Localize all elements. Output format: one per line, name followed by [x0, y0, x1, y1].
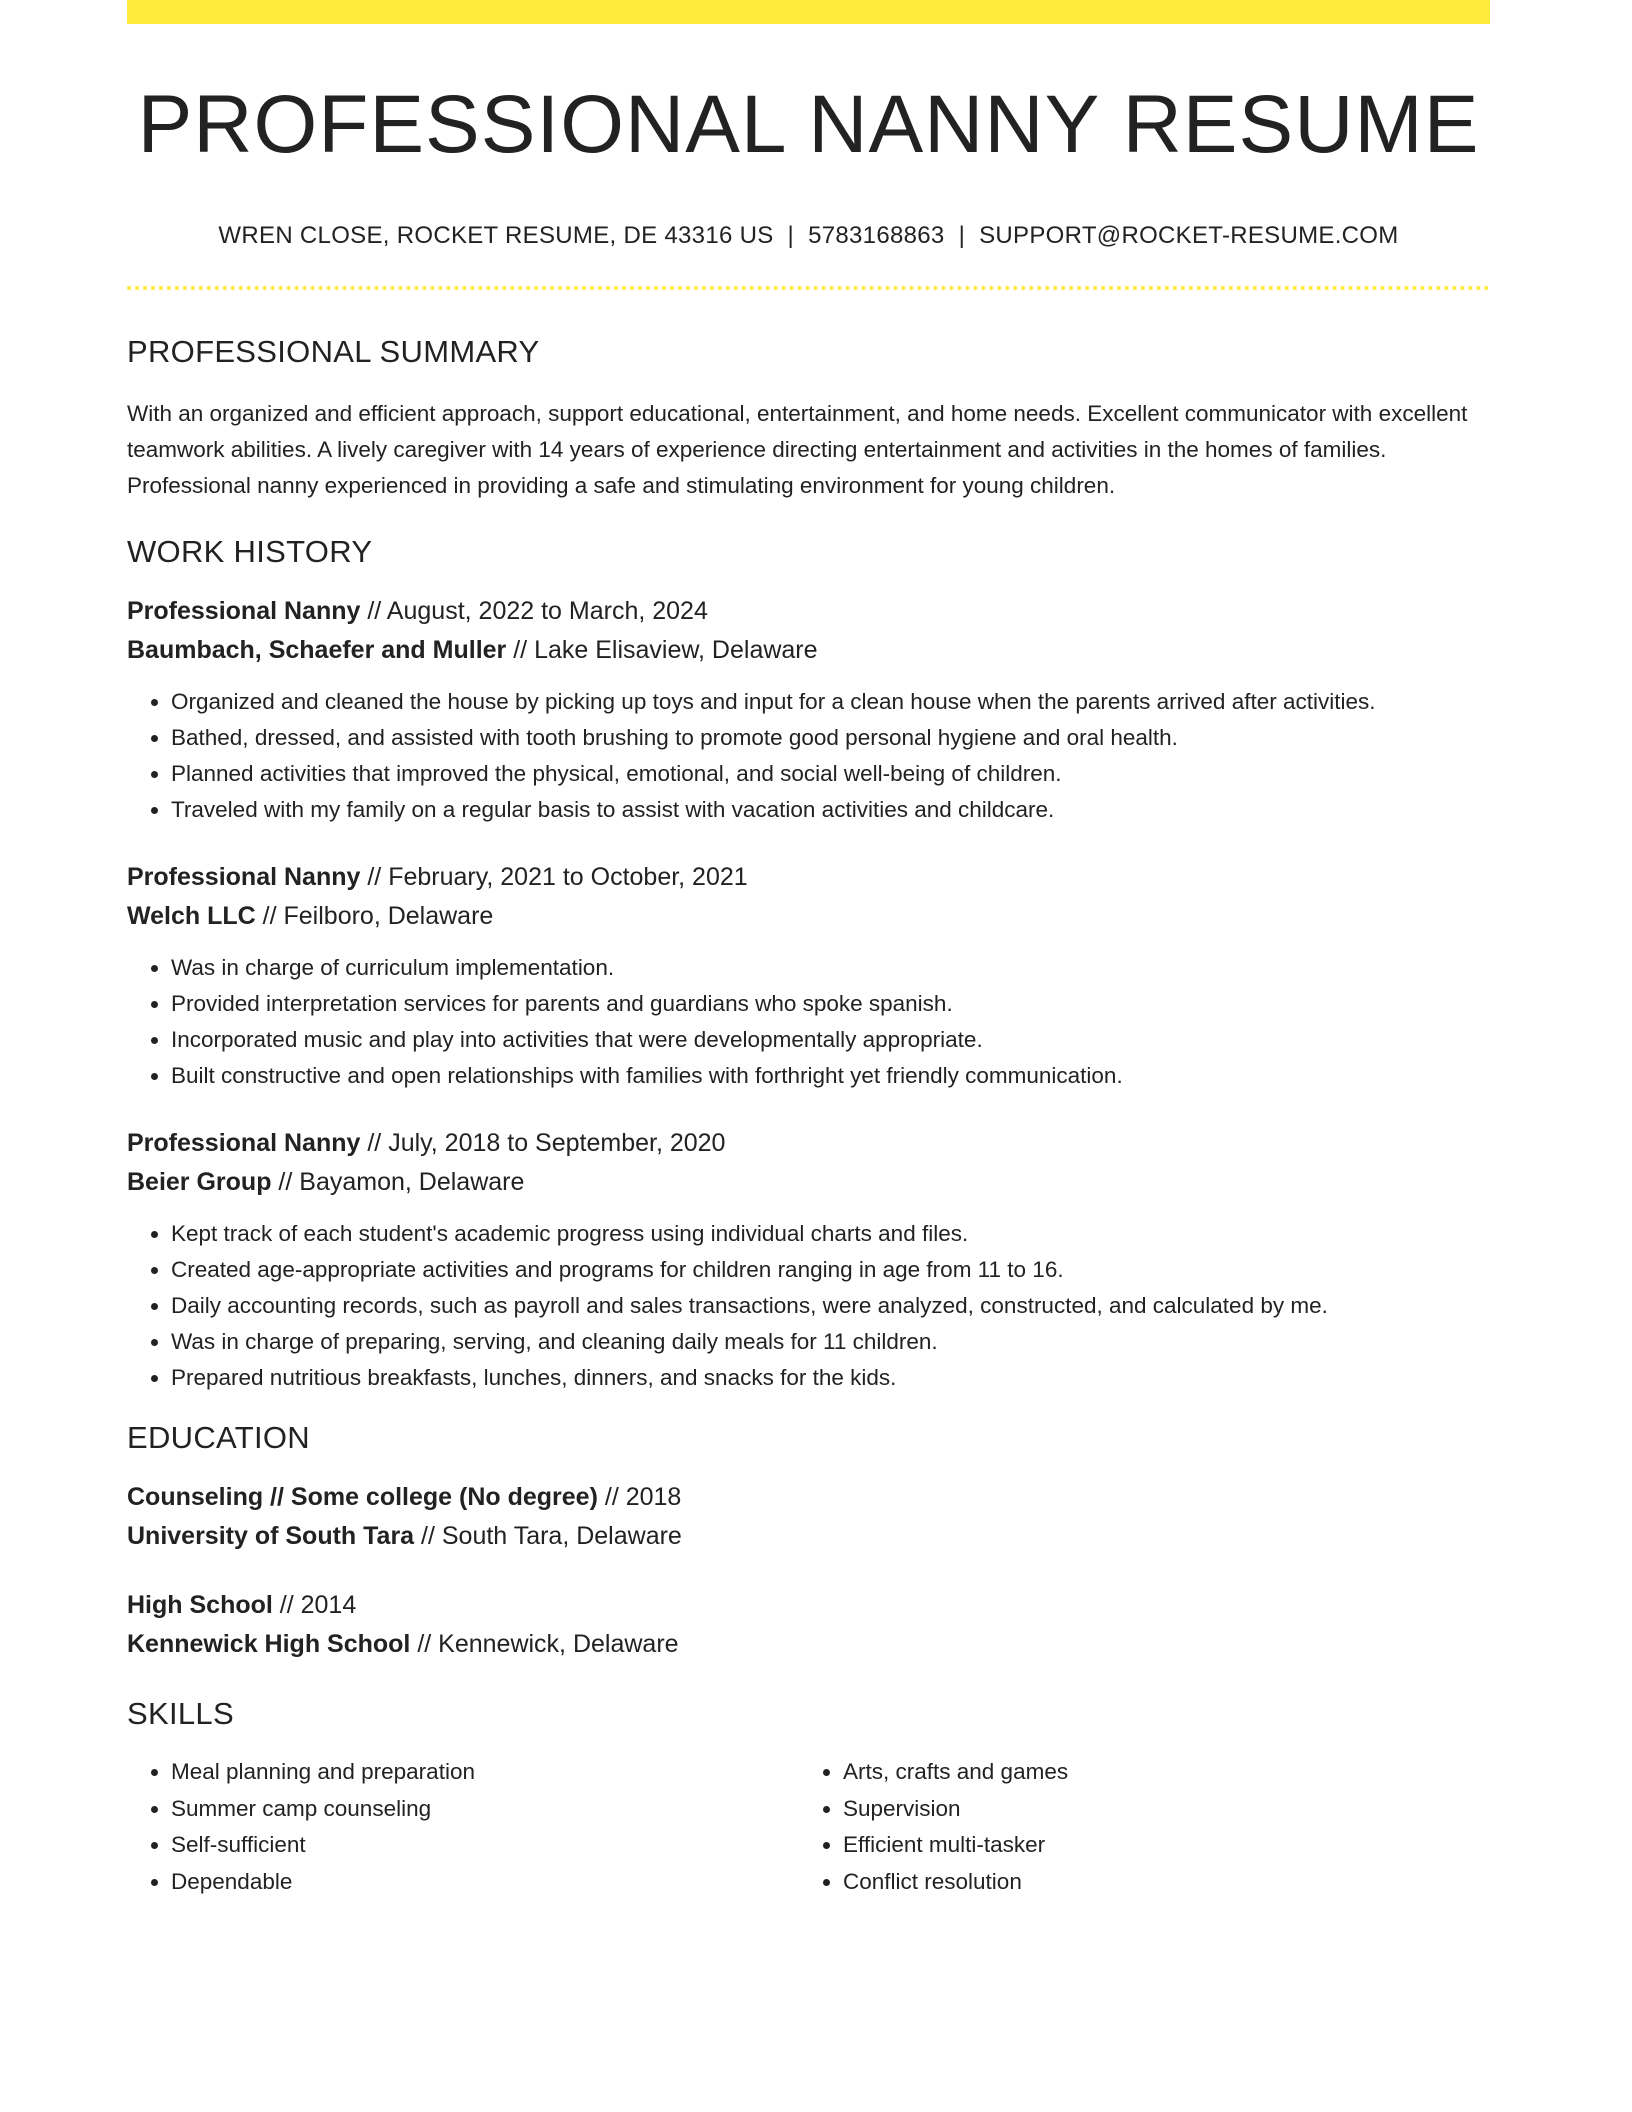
education-entry — [127, 1586, 1490, 1664]
education-school: Kennewick High School — [127, 1630, 411, 1659]
contact-address: WREN CLOSE, ROCKET RESUME, DE 43316 US — [218, 222, 774, 250]
skill-item: • Conflict resolution — [843, 1864, 1471, 1901]
skill-item: • Arts, crafts and games — [843, 1754, 1471, 1791]
skills-heading: SKILLS — [127, 1696, 234, 1732]
job-dates: // August, 2022 to March, 2024 — [360, 597, 708, 626]
education-entry — [127, 1478, 1490, 1556]
job-title: Professional Nanny — [127, 863, 361, 892]
resume-page — [127, 0, 1490, 1900]
job-bullet-list — [127, 1216, 1490, 1396]
job-bullet: • Planned activities that improved the physical, emotional, and social well-being of children. — [171, 756, 1490, 792]
job-title: Professional Nanny — [127, 1129, 361, 1158]
skill-item: • Summer camp counseling — [171, 1791, 799, 1828]
education-degree: Counseling // Some college (No degree) — [127, 1483, 598, 1512]
job-title: Professional Nanny — [127, 597, 361, 626]
job-dates: // February, 2021 to October, 2021 — [360, 863, 748, 892]
job-bullet: • Bathed, dressed, and assisted with tooth brushing to promote good personal hygiene and oral health. — [171, 720, 1490, 756]
job-bullet: • Organized and cleaned the house by picking up toys and input for a clean house when the parents arrived after activities. — [171, 684, 1490, 720]
job-title-line — [127, 592, 1490, 631]
job-company: Baumbach, Schaefer and Muller — [127, 636, 507, 665]
education-location: // Kennewick, Delaware — [410, 1630, 679, 1659]
contact-separator: | — [787, 222, 795, 250]
job-company: Welch LLC — [127, 902, 256, 931]
job-entry — [127, 592, 1490, 828]
job-bullet: • Kept track of each student's academic progress using individual charts and files. — [171, 1216, 1490, 1252]
job-bullet: • Prepared nutritious breakfasts, lunches, dinners, and snacks for the kids. — [171, 1360, 1490, 1396]
job-title-line — [127, 858, 1490, 897]
job-bullet-list — [127, 950, 1490, 1094]
job-company-line — [127, 1163, 1490, 1202]
summary-heading: PROFESSIONAL SUMMARY — [127, 334, 540, 370]
contact-separator: | — [958, 222, 966, 250]
skill-item: • Efficient multi-tasker — [843, 1827, 1471, 1864]
education-degree: High School — [127, 1591, 273, 1620]
skill-item: • Meal planning and preparation — [171, 1754, 799, 1791]
education-degree-line — [127, 1478, 1490, 1517]
education-heading: EDUCATION — [127, 1420, 310, 1456]
job-entry — [127, 1124, 1490, 1396]
skill-item: • Self-sufficient — [171, 1827, 799, 1864]
skill-item: • Dependable — [171, 1864, 799, 1901]
education-year: // 2014 — [272, 1591, 357, 1620]
education-degree-line — [127, 1586, 1490, 1625]
skills-list-right — [799, 1754, 1471, 1900]
skills-list-left — [127, 1754, 799, 1900]
job-location: // Feilboro, Delaware — [255, 902, 494, 931]
job-company: Beier Group — [127, 1168, 272, 1197]
job-bullet: • Provided interpretation services for parents and guardians who spoke spanish. — [171, 986, 1490, 1022]
education-year: // 2018 — [597, 1483, 682, 1512]
contact-line — [127, 222, 1490, 250]
job-bullet: • Incorporated music and play into activities that were developmentally appropriate. — [171, 1022, 1490, 1058]
contact-email: SUPPORT@ROCKET-RESUME.COM — [979, 222, 1399, 250]
job-dates: // July, 2018 to September, 2020 — [360, 1129, 726, 1158]
education-location: // South Tara, Delaware — [414, 1522, 682, 1551]
job-company-line — [127, 631, 1490, 670]
job-location: // Lake Elisaview, Delaware — [506, 636, 818, 665]
job-bullet: • Built constructive and open relationships with families with forthright yet friendly communication. — [171, 1058, 1490, 1094]
job-bullet-list — [127, 684, 1490, 828]
skill-item: • Supervision — [843, 1791, 1471, 1828]
job-company-line — [127, 897, 1490, 936]
accent-top-bar — [127, 0, 1490, 24]
education-school: University of South Tara — [127, 1522, 415, 1551]
job-bullet: • Traveled with my family on a regular basis to assist with vacation activities and childcare. — [171, 792, 1490, 828]
education-school-line — [127, 1517, 1490, 1556]
job-entry — [127, 858, 1490, 1094]
summary-text: With an organized and efficient approach, support educational, entertainment, and home needs. Excellent communicator with excellent teamwork abilities. A lively caregiver with 14 years of experience directing entertainment and activities in the homes of families. Professional nanny experienced in providing a safe and stimulating environment for young children. — [127, 401, 1468, 499]
dotted-divider — [127, 286, 1490, 290]
job-bullet: • Created age-appropriate activities and programs for children ranging in age from 11 to 16. — [171, 1252, 1490, 1288]
education-school-line — [127, 1625, 1490, 1664]
resume-title: PROFESSIONAL NANNY RESUME — [137, 79, 1480, 170]
job-bullet: • Was in charge of preparing, serving, and cleaning daily meals for 11 children. — [171, 1324, 1490, 1360]
job-location: // Bayamon, Delaware — [271, 1168, 525, 1197]
contact-phone: 5783168863 — [808, 222, 945, 250]
work-history-heading: WORK HISTORY — [127, 534, 373, 570]
job-bullet: • Was in charge of curriculum implementation. — [171, 950, 1490, 986]
job-bullet: • Daily accounting records, such as payroll and sales transactions, were analyzed, constructed, and calculated by me. — [171, 1288, 1490, 1324]
job-title-line — [127, 1124, 1490, 1163]
skills-grid — [127, 1754, 1490, 1900]
